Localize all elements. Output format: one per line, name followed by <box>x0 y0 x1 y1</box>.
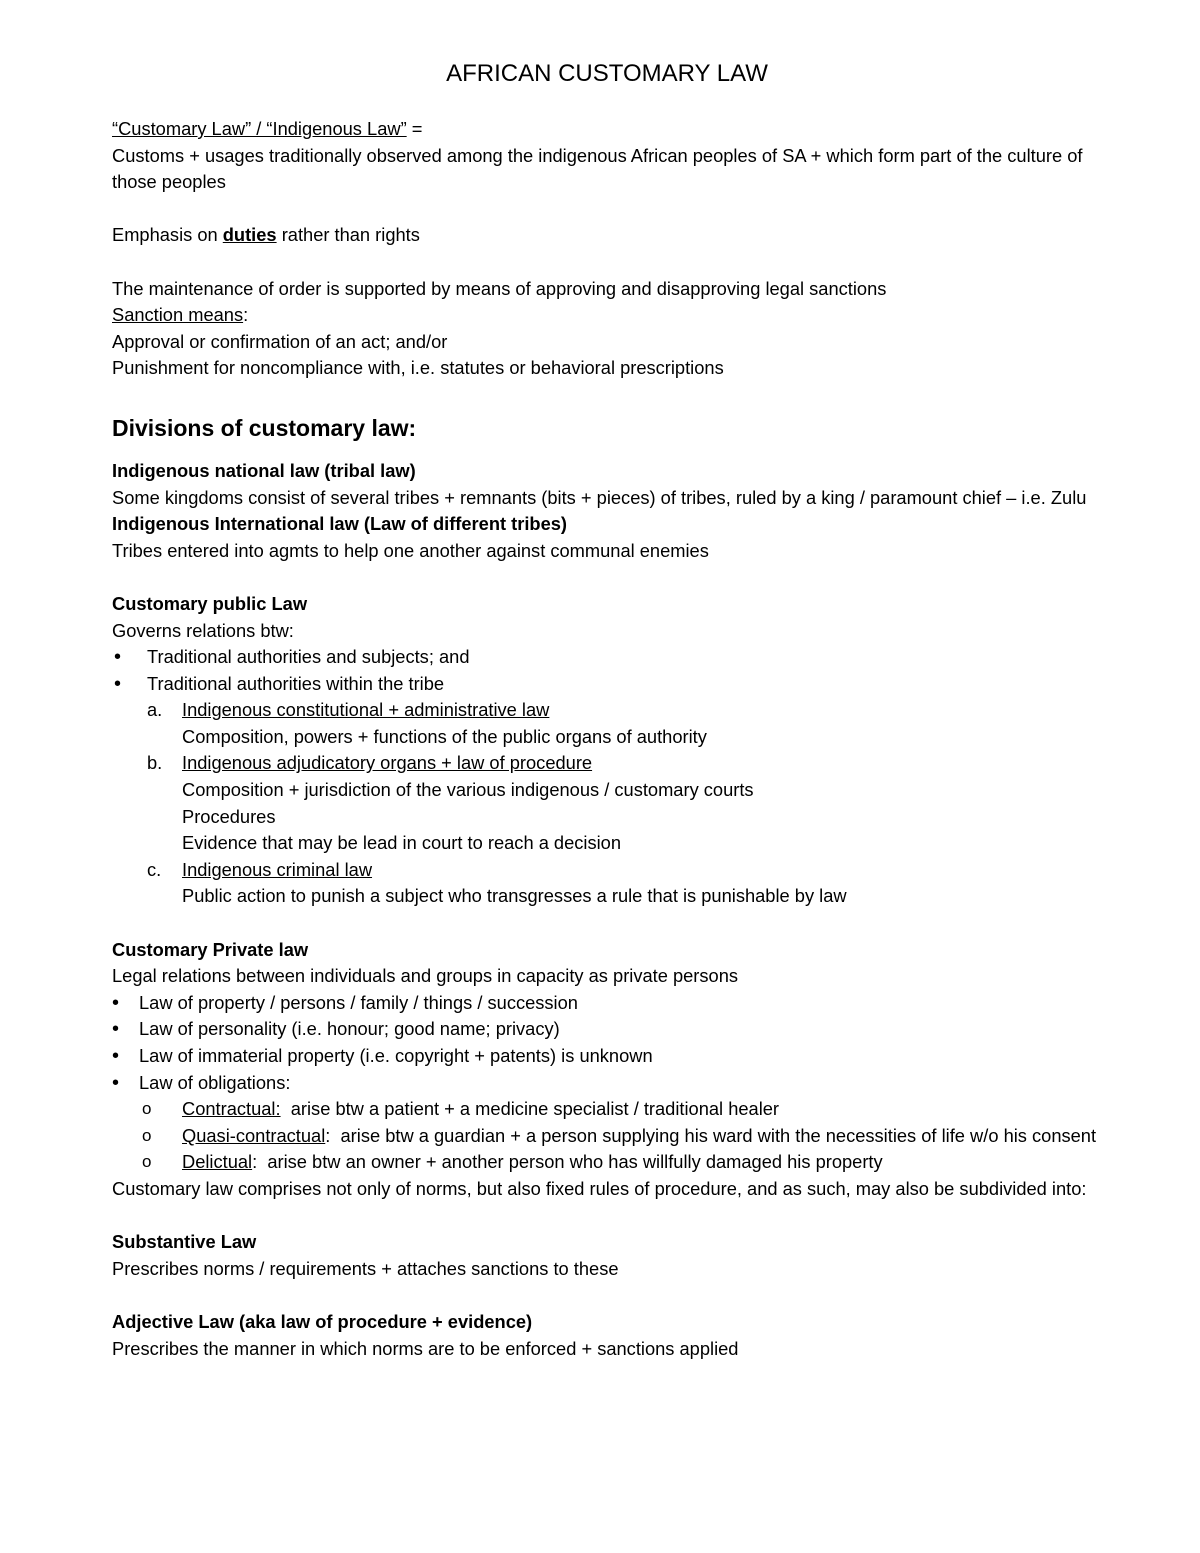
international-law-heading: Indigenous International law (Law of different tribes) <box>112 513 568 535</box>
emphasis-line <box>112 222 1102 249</box>
divisions-heading: Divisions of customary law: <box>112 414 417 441</box>
public-law-item-a <box>112 697 1102 750</box>
obligation-delictual <box>112 1149 1102 1176</box>
obligation-text: : arise btw a guardian + a person supplying his ward with the necessities of life w/o his consent <box>325 1124 1097 1146</box>
item-marker: c. <box>147 858 162 880</box>
adjective-law-text: Prescribes the manner in which norms are to be enforced + sanctions applied <box>112 1337 739 1359</box>
intro-term: “Customary Law” / “Indigenous Law” <box>112 118 407 139</box>
obligation-contractual <box>112 1096 1102 1123</box>
list-item: • Law of obligations: <box>112 1070 1102 1097</box>
obligations-list <box>112 1096 1102 1176</box>
page-title: AFRICAN CUSTOMARY LAW <box>446 60 768 87</box>
circle-marker: o <box>142 1152 152 1172</box>
item-line: Composition + jurisdiction of the various indigenous / customary courts <box>182 779 754 801</box>
substantive-law-heading: Substantive Law <box>112 1231 257 1253</box>
national-law-heading: Indigenous national law (tribal law) <box>112 459 416 481</box>
intro-definition: Customs + usages traditionally observed among the indigenous African peoples of SA + which form part of the culture of those peoples <box>112 144 1083 193</box>
sanction-label: Sanction means <box>112 304 244 326</box>
item-title: Indigenous criminal law <box>182 858 373 880</box>
obligation-text: : arise btw an owner + another person who has willfully damaged his property <box>252 1151 883 1173</box>
intro-term-line <box>112 116 1102 143</box>
sanction-label-line <box>112 302 1102 329</box>
emphasis-word: duties <box>222 224 277 246</box>
sanction-punishment: Punishment for noncompliance with, i.e. statutes or behavioral prescriptions <box>112 357 724 379</box>
emphasis-post: rather than rights <box>276 224 420 246</box>
substantive-law-text: Prescribes norms / requirements + attaches sanctions to these <box>112 1257 619 1279</box>
circle-marker: o <box>142 1099 152 1119</box>
intro-equals: = <box>406 118 423 139</box>
public-law-item-c <box>112 857 1102 910</box>
international-law-text: Tribes entered into agmts to help one another against communal enemies <box>112 539 709 561</box>
item-line: Public action to punish a subject who transgresses a rule that is punishable by law <box>182 885 847 907</box>
emphasis-pre: Emphasis on <box>112 224 223 246</box>
maintenance-line: The maintenance of order is supported by means of approving and disapproving legal sanctions <box>112 277 887 299</box>
item-line: Composition, powers + functions of the public organs of authority <box>182 725 707 747</box>
item-title: Indigenous adjudicatory organs + law of procedure <box>182 752 593 774</box>
adjective-law-heading: Adjective Law (aka law of procedure + evidence) <box>112 1310 533 1332</box>
public-law-item-b <box>112 750 1102 856</box>
sanction-colon: : <box>243 304 249 326</box>
circle-marker: o <box>142 1125 152 1145</box>
list-item: • Traditional authorities and subjects; and <box>112 644 1102 671</box>
private-law-heading: Customary Private law <box>112 938 309 960</box>
item-title: Indigenous constitutional + administrative law <box>182 699 550 721</box>
list-item: • Traditional authorities within the tribe <box>112 671 1102 698</box>
list-item: • Law of immaterial property (i.e. copyright + patents) is unknown <box>112 1043 1102 1070</box>
item-marker: a. <box>147 699 163 721</box>
list-item: • Law of personality (i.e. honour; good name; privacy) <box>112 1016 1102 1043</box>
private-law-bullets <box>112 990 1102 1096</box>
obligation-label: Quasi-contractual <box>182 1124 326 1146</box>
sanction-approval: Approval or confirmation of an act; and/or <box>112 330 448 352</box>
obligation-quasi-contractual <box>112 1123 1102 1150</box>
public-law-subitems <box>112 697 1102 910</box>
list-item: • Law of property / persons / family / things / succession <box>112 990 1102 1017</box>
item-marker: b. <box>147 752 163 774</box>
obligation-label: Contractual: <box>182 1098 281 1120</box>
obligation-label: Delictual <box>182 1151 253 1173</box>
private-law-closing: Customary law comprises not only of norms, but also fixed rules of procedure, and as such, may also be subdivided into: <box>112 1177 1087 1199</box>
private-law-intro: Legal relations between individuals and groups in capacity as private persons <box>112 965 739 987</box>
obligation-text: arise btw a patient + a medicine specialist / traditional healer <box>280 1098 780 1120</box>
public-law-bullets <box>112 644 1102 697</box>
public-law-heading: Customary public Law <box>112 592 308 614</box>
item-line: Evidence that may be lead in court to reach a decision <box>182 832 622 854</box>
public-law-intro: Governs relations btw: <box>112 619 294 641</box>
document-page <box>112 58 1102 1362</box>
item-line: Procedures <box>182 805 276 827</box>
national-law-text: Some kingdoms consist of several tribes + remnants (bits + pieces) of tribes, ruled by a king / paramount chief – i.e. Zulu <box>112 486 1087 508</box>
